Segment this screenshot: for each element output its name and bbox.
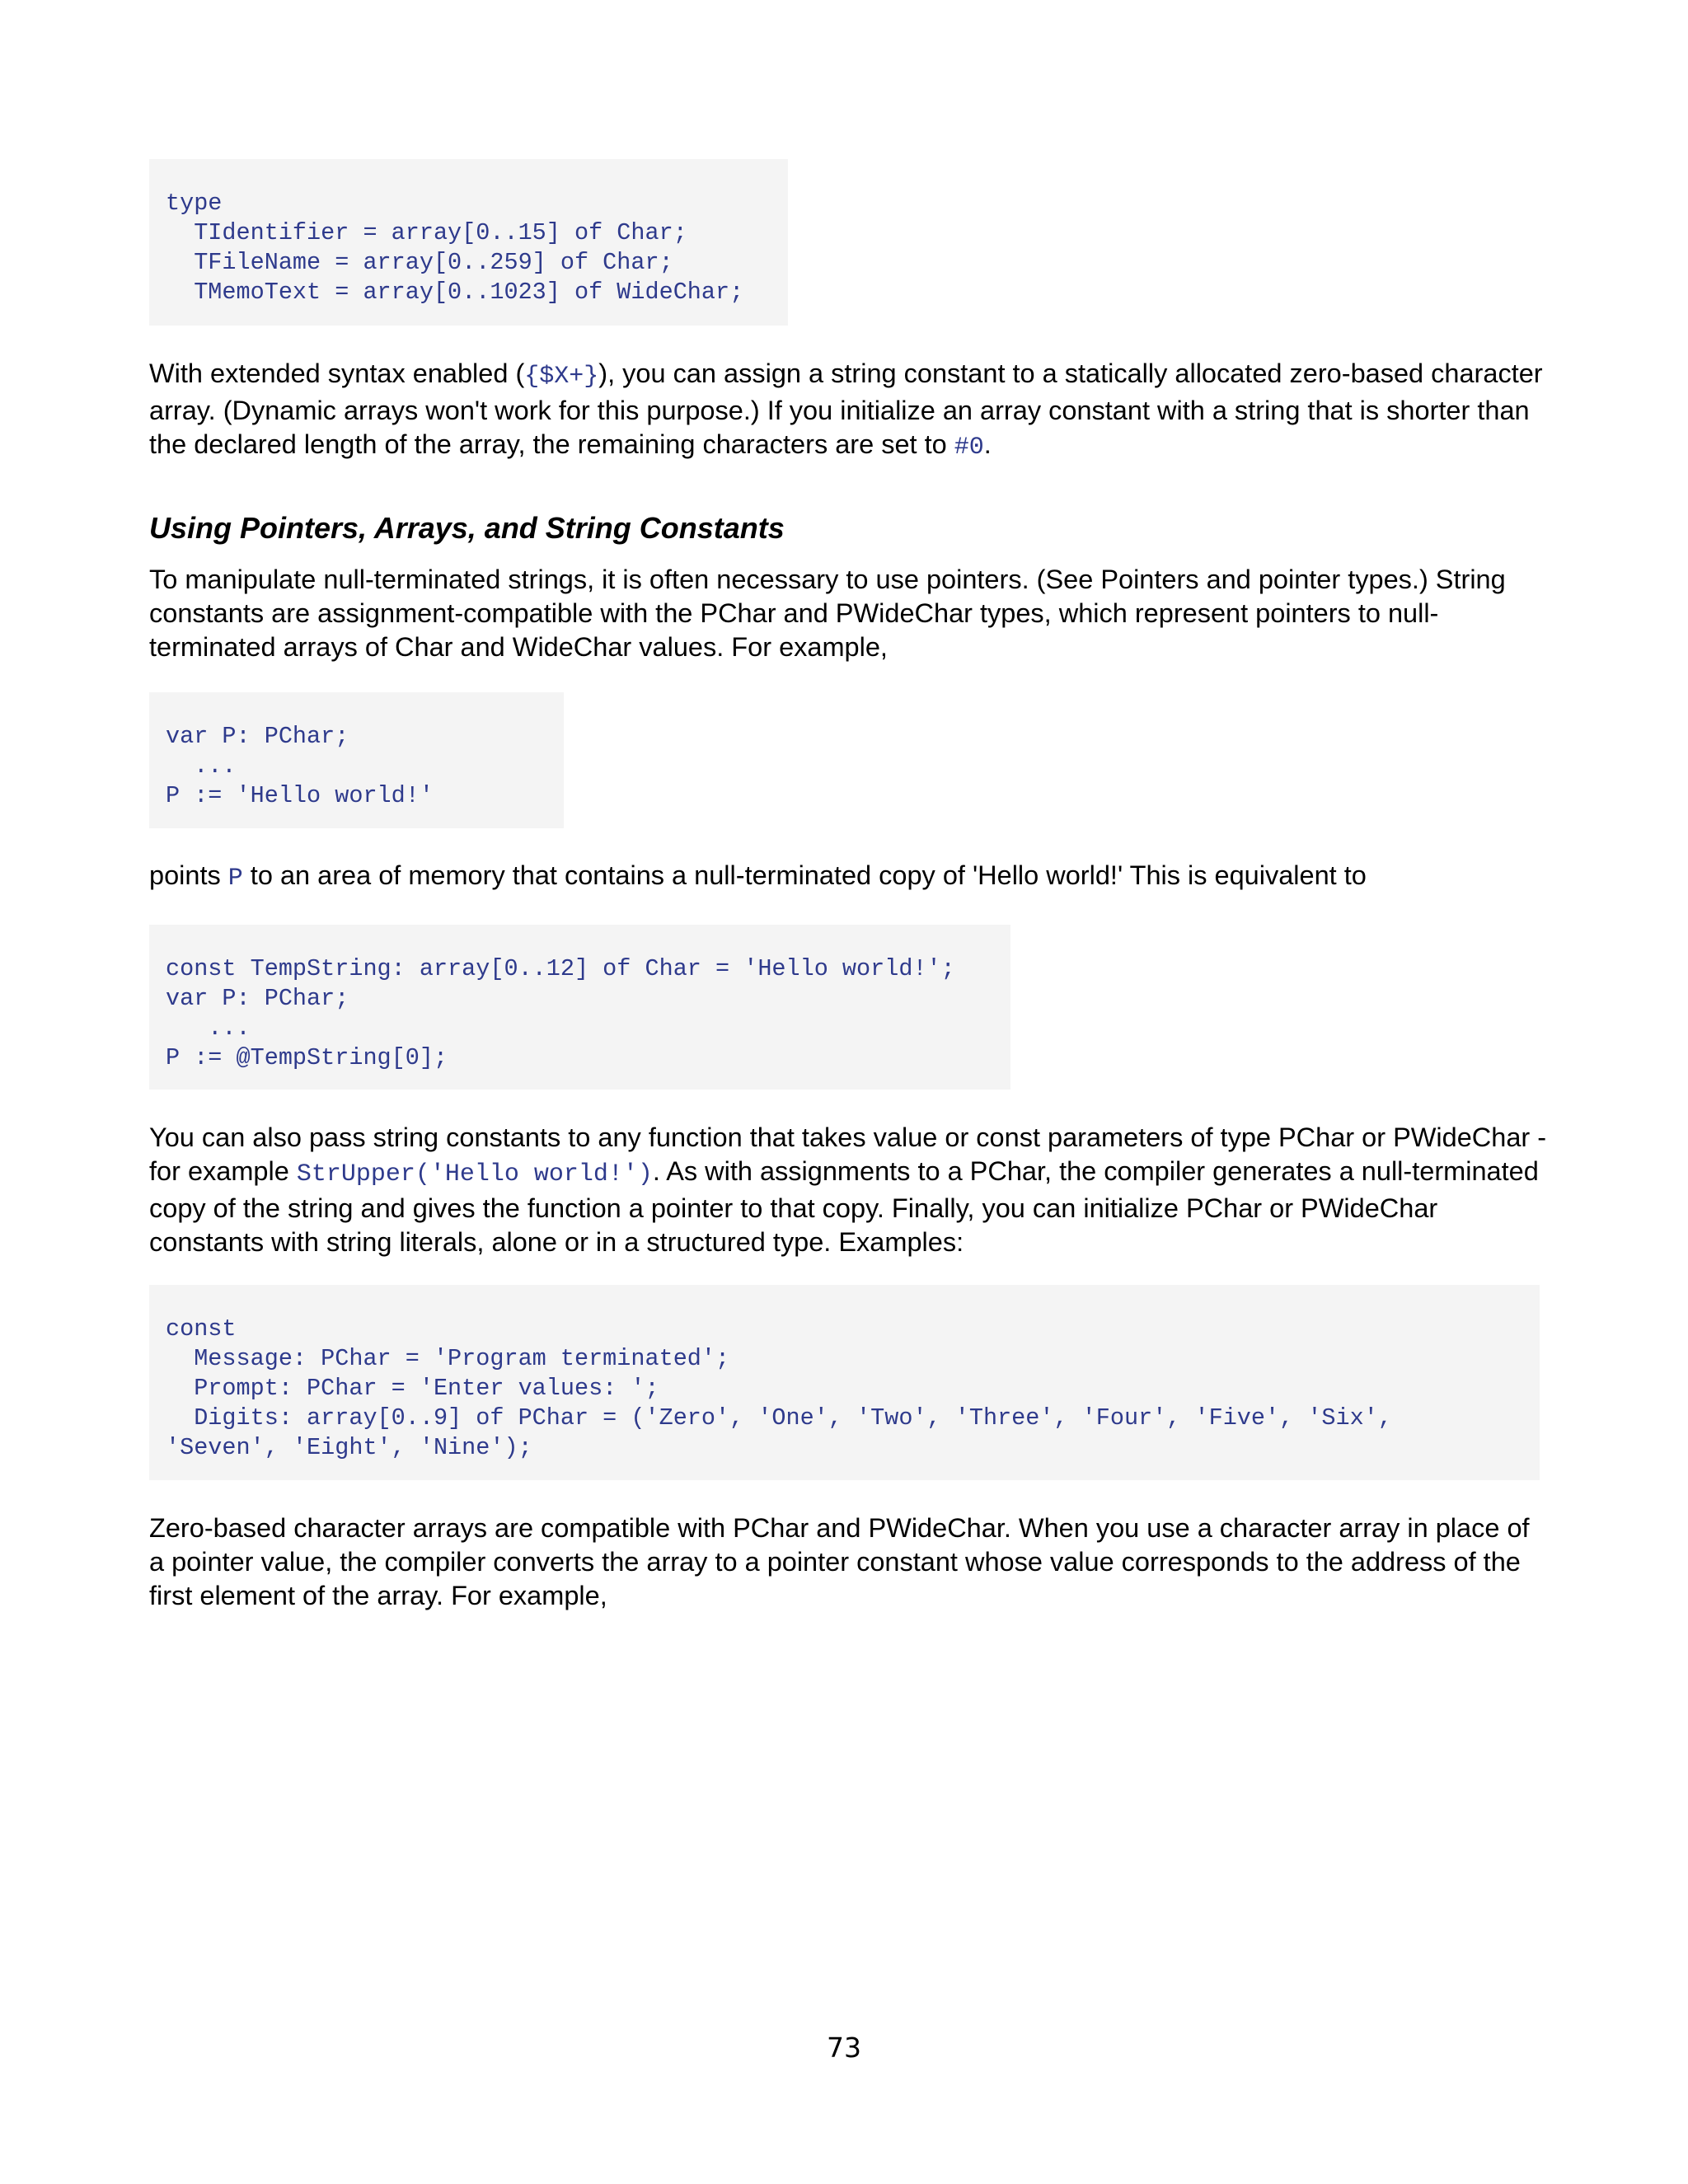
paragraph-text: ), you can assign a string constant to a statically allocated zero-based character array. (Dynamic arrays won't work for this purpose.) If you initialize an array constant with a string that is shorter than the declared length of the array, the remaining characters are set to	[149, 359, 1543, 459]
paragraph-text: to an area of memory that contains a null-terminated copy of 'Hello world!' This is equivalent to	[242, 860, 1367, 890]
paragraph-pass-constants	[149, 1121, 1550, 1259]
paragraph-zero-based-arrays: Zero-based character arrays are compatible with PChar and PWideChar. When you use a character array in place of a pointer value, the compiler converts the array to a pointer constant whose value corresponds to the address of the first element of the array. For example,	[149, 1513, 1530, 1610]
inline-code-null-char: #0	[954, 434, 984, 462]
paragraph-points-p	[149, 859, 1550, 896]
paragraph-text: . As with assignments to a PChar, the compiler generates a null-terminated copy of the string and gives the function a pointer to that copy. Finally, you can initialize PChar or PWideChar constants with string literals, alone or in a structured type. Examples:	[149, 1156, 1539, 1257]
code-block-tempstring: const TempString: array[0..12] of Char = 'Hello world!'; var P: PChar; ... P := @TempString[0];	[149, 925, 1010, 1090]
section-heading: Using Pointers, Arrays, and String Constants	[149, 511, 785, 545]
paragraph-pointers-intro: To manipulate null-terminated strings, it is often necessary to use pointers. (See Pointers and pointer types.) String constants are assignment-compatible with the PChar and PWideChar types, which represent pointers to null-terminated arrays of Char and WideChar values. For example,	[149, 565, 1506, 662]
page-number: 73	[827, 2032, 861, 2064]
paragraph-extended-syntax	[149, 357, 1550, 465]
paragraph-text: You can also pass string constants to any function that takes value or const parameters of type PChar or PWideChar - for example	[149, 1122, 1547, 1186]
inline-code-directive: {$X+}	[524, 363, 599, 391]
inline-code-strupper: StrUpper('Hello world!')	[296, 1160, 653, 1188]
paragraph-text: With extended syntax enabled (	[149, 359, 525, 388]
code-block-var-pchar: var P: PChar; ... P := 'Hello world!'	[149, 692, 564, 828]
code-block-type-declarations: type TIdentifier = array[0..15] of Char; TFileName = array[0..259] of Char; TMemoText = array[0..1023] of WideChar;	[149, 159, 788, 326]
inline-code-p: P	[227, 865, 243, 893]
code-block-const-examples: const Message: PChar = 'Program terminated'; Prompt: PChar = 'Enter values: '; Digits: array[0..9] of PChar = ('Zero', 'One', 'Two', 'Three', 'Four', 'Five', 'Six', 'Seven', 'Eight', 'Nine');	[149, 1285, 1540, 1480]
paragraph-text: .	[983, 429, 992, 459]
paragraph-text: points	[149, 860, 228, 890]
